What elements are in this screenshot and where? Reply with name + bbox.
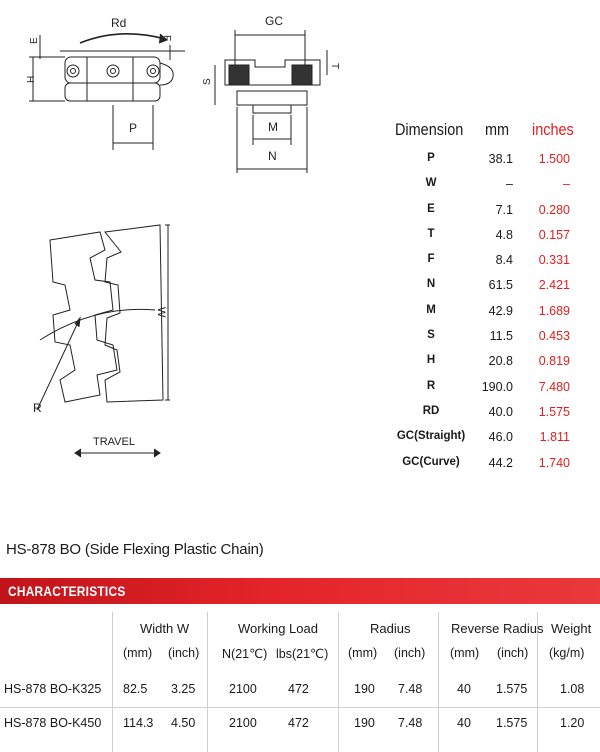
dimension-row [385,348,595,373]
dimension-label: P [427,152,435,164]
dimension-inch-value: 2.421 [538,278,570,293]
h-label: H [26,75,37,83]
column-divider [438,612,439,752]
dimension-inch-value: 1.500 [538,152,570,166]
header-weight: Weight [551,621,592,636]
dimension-label: S [427,329,435,342]
dimension-inch-value: 0.280 [538,202,570,217]
spec-load-lbs: 472 [288,682,309,696]
dimension-label: N [426,278,436,291]
p-label: P [129,121,138,135]
dimension-label: R [426,379,436,392]
dimension-mm-value: 38.1 [488,152,513,166]
dimension-mm-value: – [506,177,513,192]
travel-label: TRAVEL [93,436,135,448]
unit-load-n: N(21℃) [222,647,268,661]
dimension-inch-value: 0.453 [538,329,570,344]
spec-width-inch: 4.50 [171,716,196,730]
unit-rev-inch: (inch) [497,646,529,660]
dimension-mm-value: 190.0 [481,379,513,394]
dimension-row [385,272,595,297]
dimension-row [385,424,595,449]
header-inches: inches [532,120,574,139]
r-label: R [33,401,42,415]
spec-load-n: 2100 [229,716,257,730]
dimension-inch-value: 7.480 [538,379,570,394]
dimension-label: T [427,227,435,240]
header-width: Width W [140,621,190,636]
f-label: F [161,35,172,42]
spec-radius-mm: 190 [354,716,375,730]
header-dimension: Dimension [395,120,464,139]
dimension-mm-value: 7.1 [495,202,513,217]
characteristics-banner [0,578,600,604]
unit-radius-mm: (mm) [348,646,378,660]
dimension-mm-value: 44.2 [488,455,513,470]
header-working-load: Working Load [238,621,318,636]
n-label: N [268,149,277,163]
dimension-mm-value: 61.5 [488,278,513,293]
dimension-mm-value: 46.0 [488,430,513,445]
dimension-mm-value: 40.0 [488,404,513,419]
dimension-row [385,171,595,196]
dimension-inch-value: 1.689 [538,303,570,318]
dimension-inch-value: 0.157 [538,227,570,242]
column-divider [112,612,113,752]
w-label: W [155,307,167,318]
t-label: T [329,63,340,70]
spec-weight: 1.20 [560,716,585,730]
dimension-label: W [425,177,437,190]
unit-load-lbs: lbs(21℃) [276,647,329,661]
spec-width-inch: 3.25 [171,682,196,696]
spec-model: HS-878 BO-K450 [4,716,102,730]
dimension-mm-value: 11.5 [489,329,513,344]
spec-width-mm: 82.5 [123,682,148,696]
spec-table [0,606,600,752]
dimension-inch-value: 1.575 [538,404,570,419]
gc-label: GC [265,14,283,28]
spec-radius-mm: 190 [354,682,375,696]
header-reverse-radius: Reverse Radius [451,621,544,636]
unit-width-mm: (mm) [123,646,153,660]
dimension-table-header [385,116,595,146]
dimension-label: RD [422,404,440,417]
header-mm: mm [485,120,510,139]
e-label: E [29,37,40,44]
dimension-mm-value: 20.8 [488,354,513,369]
dimension-table [385,116,595,475]
unit-rev-mm: (mm) [450,646,480,660]
dimension-mm-value: 8.4 [495,253,513,268]
spec-model: HS-878 BO-K325 [4,682,102,696]
spec-width-mm: 114.3 [123,716,154,730]
row-divider [0,707,600,708]
spec-load-n: 2100 [229,682,257,696]
dimension-inch-value: – [563,177,570,192]
front-view-drawing [195,5,345,177]
dimension-inch-value: 0.819 [538,354,570,369]
dimension-row [385,222,595,247]
unit-weight: (kg/m) [549,646,585,660]
dimension-inch-value: 1.811 [539,430,570,445]
dimension-label: E [427,202,435,215]
dimension-row [385,247,595,272]
unit-width-inch: (inch) [168,646,200,660]
dimension-inch-value: 0.331 [538,253,570,268]
spec-rev-mm: 40 [457,716,471,730]
dimension-row [385,374,595,399]
dimension-label: GC(Curve) [402,455,460,468]
dimension-mm-value: 42.9 [488,303,513,318]
spec-radius-inch: 7.48 [398,682,423,696]
rd-label: Rd [111,16,127,30]
side-view-drawing [25,5,210,155]
spec-rev-mm: 40 [457,682,471,696]
spec-rev-inch: 1.575 [496,682,528,696]
dimension-row [385,399,595,424]
dimension-label: M [426,303,436,316]
dimension-label: GC(Straight) [396,430,466,443]
dimension-row [385,450,595,475]
dimension-row [385,323,595,348]
dimension-row [385,298,595,323]
m-label: M [268,120,278,134]
header-radius: Radius [370,621,411,636]
dimension-label: H [426,354,436,367]
column-divider [207,612,208,752]
unit-radius-inch: (inch) [394,646,426,660]
product-title: HS-878 BO (Side Flexing Plastic Chain) [6,541,264,558]
dimension-row [385,197,595,222]
dimension-mm-value: 4.8 [495,227,513,242]
spec-weight: 1.08 [560,682,585,696]
spec-radius-inch: 7.48 [398,716,423,730]
dimension-inch-value: 1.740 [538,455,570,470]
spec-rev-inch: 1.575 [496,716,528,730]
dimension-label: F [427,253,435,266]
characteristics-label: CHARACTERISTICS [8,583,126,599]
s-label: S [202,78,213,85]
dimension-row [385,146,595,171]
top-view-drawing [25,210,195,470]
column-divider [338,612,339,752]
spec-load-lbs: 472 [288,716,309,730]
